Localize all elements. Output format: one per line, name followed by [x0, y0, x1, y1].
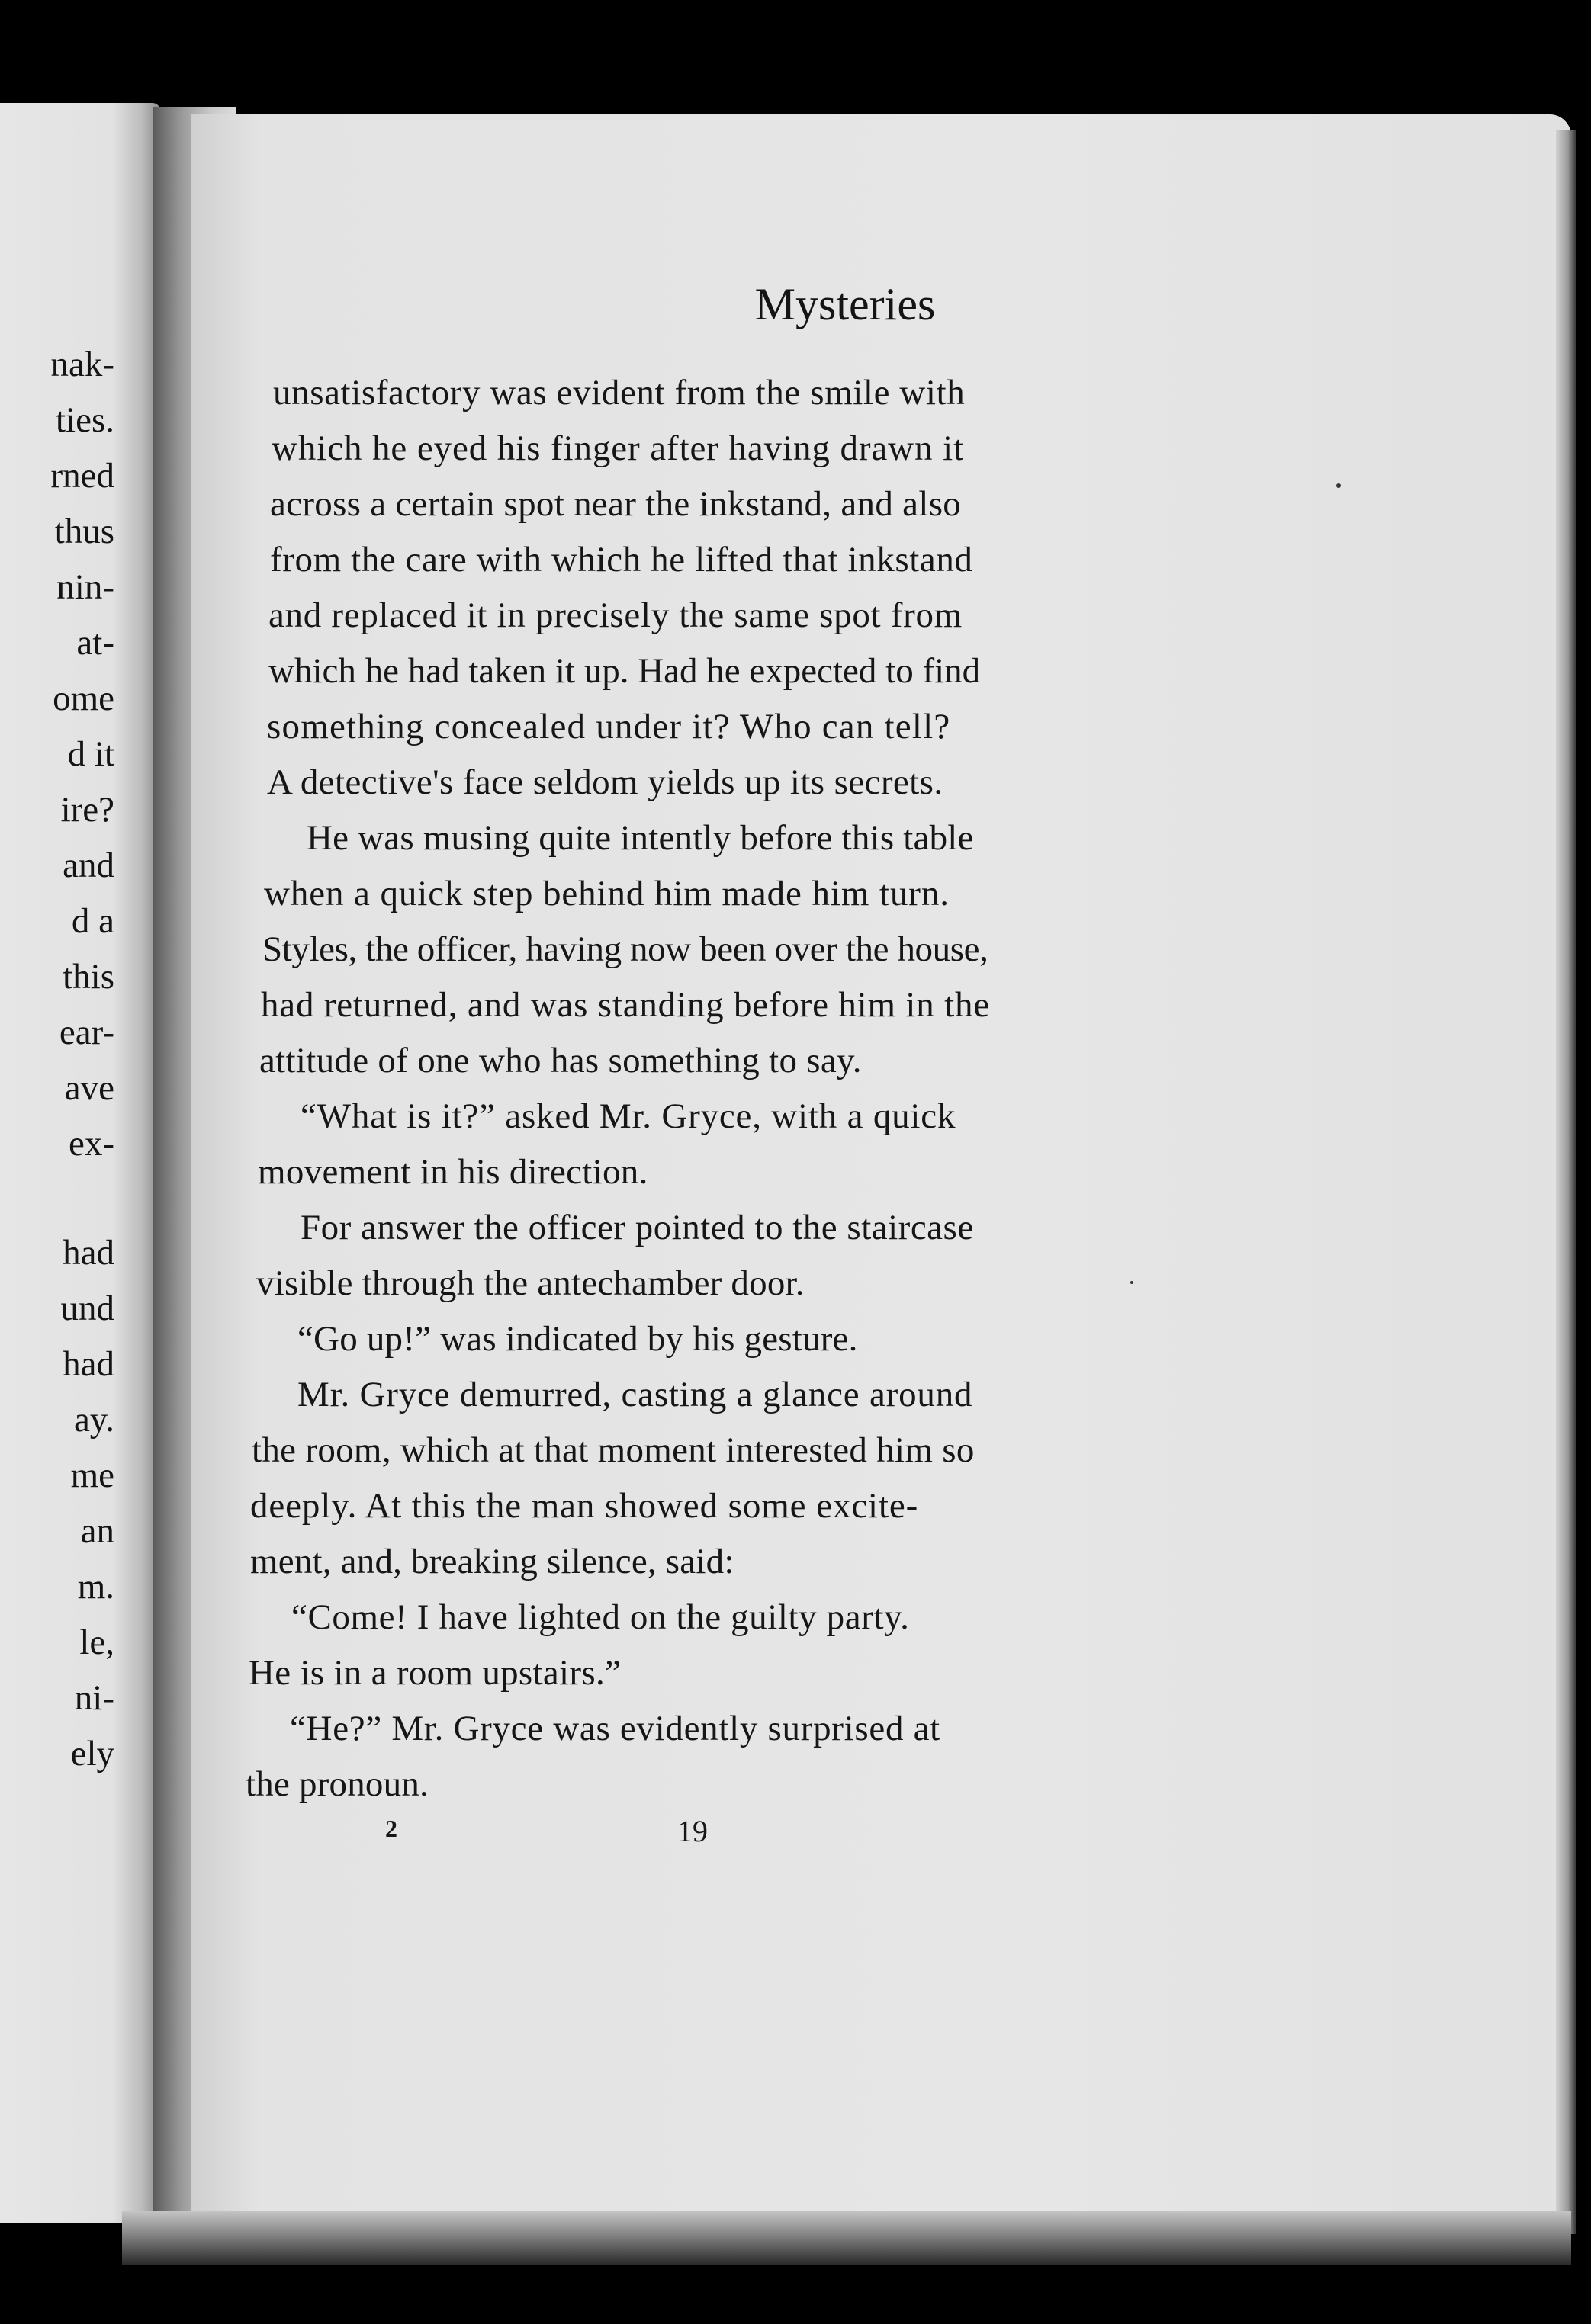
paper-speck	[1130, 1281, 1133, 1284]
previous-page-fragment: at-	[76, 623, 114, 663]
previous-page-fragment: thus	[54, 512, 114, 551]
previous-page	[0, 103, 160, 2223]
previous-page-fragment: ome	[53, 679, 114, 718]
previous-page-fragment: ex-	[68, 1124, 114, 1164]
body-text-line: which he had taken it up. Had he expected to find	[268, 651, 981, 691]
previous-page-fragment: had	[63, 1233, 114, 1273]
previous-page-fragment: had	[63, 1344, 114, 1384]
body-text-line: when a quick step behind him made him turn.	[264, 874, 950, 913]
body-text-line: something concealed under it? Who can tell?	[267, 707, 951, 746]
previous-page-fragment: m.	[77, 1567, 114, 1607]
body-text-line: and replaced it in precisely the same spot from	[268, 595, 963, 635]
body-text-line: movement in his direction.	[258, 1152, 648, 1192]
body-text-line: “What is it?” asked Mr. Gryce, with a quick	[301, 1096, 956, 1136]
body-text-line: He is in a room upstairs.”	[249, 1653, 622, 1693]
previous-page-fragment: me	[70, 1456, 114, 1495]
previous-page-fragment: ay.	[73, 1400, 114, 1440]
body-text-line: Styles, the officer, having now been over the house,	[262, 929, 988, 969]
previous-page-fragment: le,	[79, 1623, 114, 1662]
previous-page-fragment: nak-	[50, 345, 114, 384]
body-text-line: A detective's face seldom yields up its secrets.	[267, 762, 943, 802]
body-text-line: “Go up!” was indicated by his gesture.	[297, 1319, 858, 1359]
previous-page-fragment: and	[63, 846, 114, 885]
previous-page-fragment: ely	[70, 1734, 114, 1773]
body-text-line: attitude of one who has something to say.	[259, 1041, 862, 1080]
body-text-line: ment, and, breaking silence, said:	[250, 1542, 734, 1581]
previous-page-fragment: ire?	[60, 790, 114, 830]
body-text-line: “Come! I have lighted on the guilty party.	[291, 1597, 910, 1637]
body-text-line: the room, which at that moment interested him so	[252, 1430, 975, 1470]
body-text-line: Mr. Gryce demurred, casting a glance around	[297, 1375, 973, 1414]
previous-page-fragment: rned	[50, 456, 114, 496]
paper-speck	[1336, 483, 1341, 488]
page-edge-right	[1556, 130, 1576, 2234]
previous-page-fragment: ear-	[59, 1013, 114, 1052]
body-text-line: had returned, and was standing before him in the	[261, 985, 990, 1025]
previous-page-fragment: ni-	[74, 1678, 114, 1718]
previous-page-fragment: ties.	[55, 400, 114, 440]
signature-mark: 2	[385, 1815, 397, 1842]
body-text-line: He was musing quite intently before this table	[307, 818, 974, 858]
body-text-line: from the care with which he lifted that inkstand	[270, 540, 973, 579]
body-text-line: visible through the antechamber door.	[256, 1263, 805, 1303]
body-text-line: across a certain spot near the inkstand, and also	[270, 484, 962, 524]
running-head: Mysteries	[754, 279, 936, 329]
page-edge-bottom	[122, 2211, 1571, 2265]
body-text-line: “He?” Mr. Gryce was evidently surprised at	[290, 1709, 940, 1748]
body-text-line: For answer the officer pointed to the staircase	[301, 1208, 974, 1247]
previous-page-fragment: d it	[67, 734, 114, 774]
previous-page-fragment: this	[63, 957, 114, 997]
previous-page-fragment: nin-	[56, 567, 114, 607]
body-text-line: the pronoun.	[246, 1764, 429, 1804]
previous-page-fragment: ave	[64, 1068, 114, 1108]
previous-page-fragment: an	[80, 1511, 114, 1551]
previous-page-fragment: d a	[71, 901, 114, 941]
body-text-line: which he eyed his finger after having drawn it	[272, 429, 964, 468]
body-text-line: deeply. At this the man showed some excite-	[250, 1486, 919, 1526]
page-number: 19	[677, 1814, 708, 1848]
body-text-line: unsatisfactory was evident from the smile with	[273, 373, 966, 412]
previous-page-fragment: und	[60, 1289, 114, 1328]
